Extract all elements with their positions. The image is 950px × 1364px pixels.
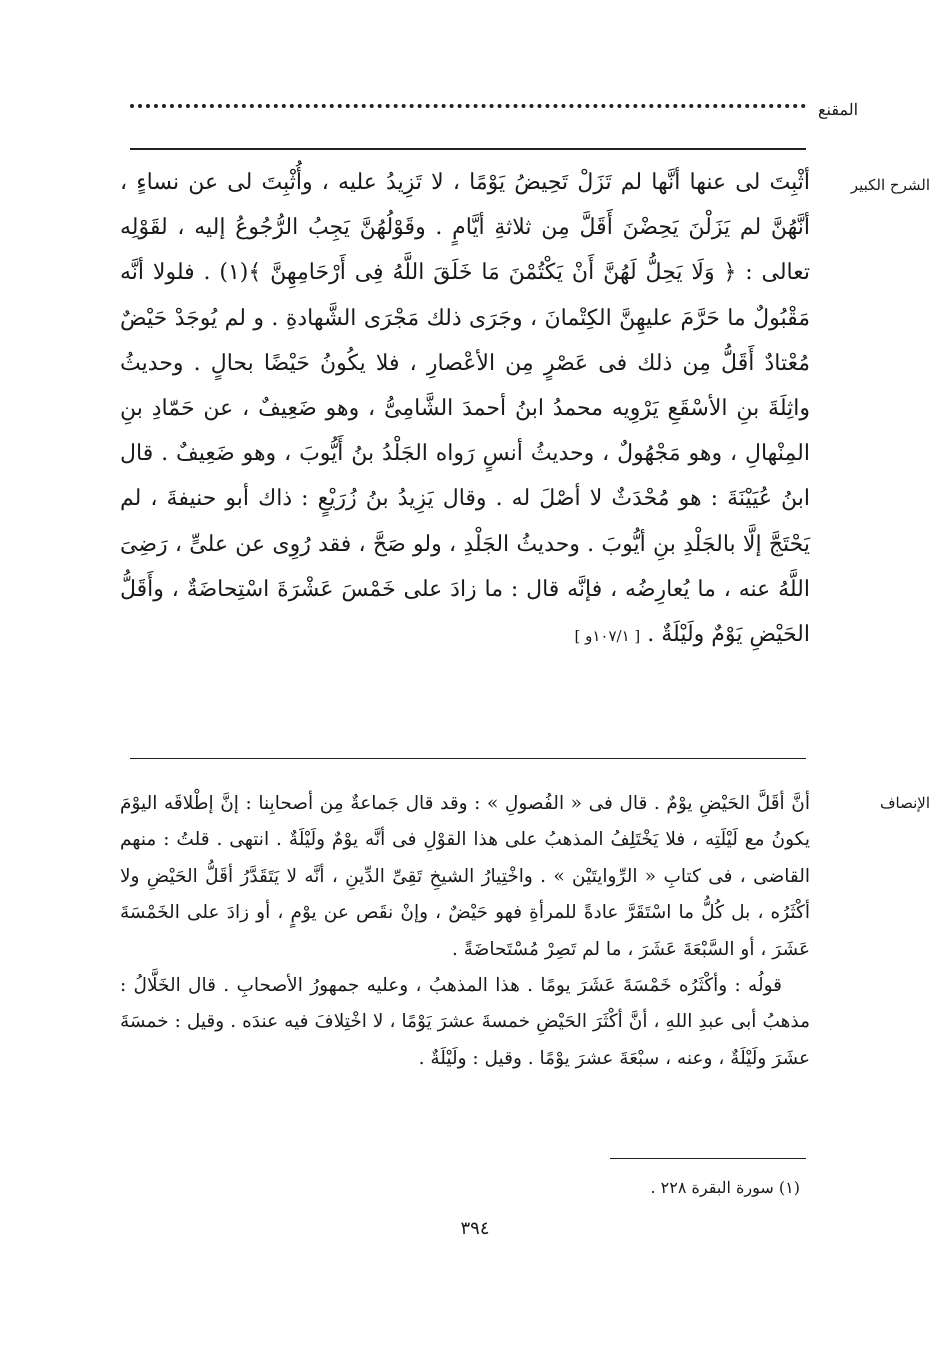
insaf-section-label: الإنصاف <box>879 794 930 812</box>
top-rule <box>130 148 806 150</box>
header-dotted-rule <box>130 104 806 108</box>
insaf-text-block <box>120 786 810 1077</box>
manuscript-ref-marker: [ ١٠٧/١و ] <box>574 627 641 646</box>
main-text-block <box>120 160 810 659</box>
book-title: المقنع <box>818 100 859 119</box>
main-paragraph-text: أثْبِتَ لى عنها أنَّها لم تَزَلْ تَحِيضُ يَوْمًا ، لا تَزِيدُ عليه ، وأُثْبِتَ لى عن نساءٍ ، أنَّهُنَّ لم يَزَلْنَ يَحِضْنَ أَقَلَّ مِن ثلاثةِ أيَّامٍ . وقَوْلُهُنَّ يَجِبُ الرُّجُوعُ إليه ، لقَوْلِه تعالى : ﴿ وَلَا يَحِلُّ لَهُنَّ أَنْ يَكْتُمْنَ مَا خَلَقَ اللَّهُ فِى أَرْحَامِهِنَّ ﴾(١) . فلولا أنَّه مَقْبُولٌ ما حَرَّمَ عليهِنَّ الكِتْمانَ ، وجَرَى ذلك مَجْرَى الشَّهادةِ . و لم يُوجَدْ حَيْضٌ مُعْتادٌ أَقَلُّ مِن ذلك فى عَصْرٍ مِن الأعْصارِ ، فلا يكُونُ حَيْضًا بحالٍ . وحديثُ واثِلَةَ بنِ الأسْقَعِ يَرْوِيه محمدُ ابنُ أحمدَ الشَّامِىُّ ، وهو ضَعِيفٌ ، عن حَمّادِ بنِ المِنْهالِ ، وهو مَجْهُولٌ ، وحديثُ أنسٍ رَواه الجَلْدُ بنُ أَيُّوبَ ، وهو ضَعِيفٌ . قال ابنُ عُيَيْنَةَ : هو مُحْدَثٌ لا أصْلَ له . وقال يَزِيدُ بنُ زُرَيْعٍ : ذاك أبو حنيفةَ ، لم يَحْتَجَّ إلَّا بالجَلْدِ بنِ أيُّوبَ . وحديثُ الجَلْدِ ، ولو صَحَّ ، فقد رُوِى عن علىٍّ ، رَضِىَ اللَّهُ عنه ، ما يُعارِضُه ، فإنَّه قال : ما زادَ على خَمْسَ عَشْرَةَ اسْتِحاضَةٌ ، وأَقَلُّ الحَيْضِ يَوْمٌ ولَيْلَةٌ . <box>120 170 810 648</box>
section-divider <box>130 758 806 759</box>
insaf-paragraph-1: أنَّ أقَلَّ الحَيْضِ يوْمٌ . قال فى « الفُصولِ » : وقد قال جَماعةٌ مِن أصحابِنا : إنَّ إطْلاقَه اليوْمَ يكونُ مع لَيْلَتِه ، فلا يَخْتَلِفُ المذهبُ على هذا القوْلِ فى أنَّه يوْمٌ ولَيْلَةٌ . انتهى . قلتُ : منهم القاضى ، فى كتابِ « الرِّوايتَيْن » . واخْتِيارُ الشيخِ تَقِىِّ الدِّينِ ، أنَّه لا يَتَقَدَّرُ أقَلُّ الحَيْضِ ولا أكْثَرُه ، بل كُلُّ ما اسْتَقَرَّ عادةً للمرأةِ فهو حَيْضٌ ، وإنْ نقَص عن يوْمٍ ، أو زادَ على الخَمْسَةَ عَشَرَ ، أو السَّبْعَةَ عَشَرَ ، ما لم تَصِرْ مُسْتَحاضَةً . <box>120 793 810 960</box>
insaf-paragraph-2: قولُه : وأكْثَرُه خَمْسَةَ عَشَرَ يومًا . هذا المذهبُ ، وعليه جمهورُ الأصحابِ . قال الخَلَّالُ : مذهبُ أبى عبدِ اللهِ ، أنَّ أكْثَرَ الحَيْضِ خمسةَ عشرَ يَوْمًا ، لا اخْتِلافَ فيه عندَه . وقيل : خمسَةَ عشَرَ ولَيْلَةٌ ، وعنه ، سبْعَةَ عشرَ يوْمًا . وقيل : ولَيْلَةٌ . <box>120 975 810 1069</box>
main-paragraph <box>120 160 810 659</box>
page-number: ٣٩٤ <box>460 1218 490 1239</box>
footnote: (١) سورة البقرة ٢٢٨ . <box>650 1178 800 1197</box>
main-section-label: الشرح الكبير <box>850 176 930 194</box>
footnote-rule <box>610 1158 806 1159</box>
